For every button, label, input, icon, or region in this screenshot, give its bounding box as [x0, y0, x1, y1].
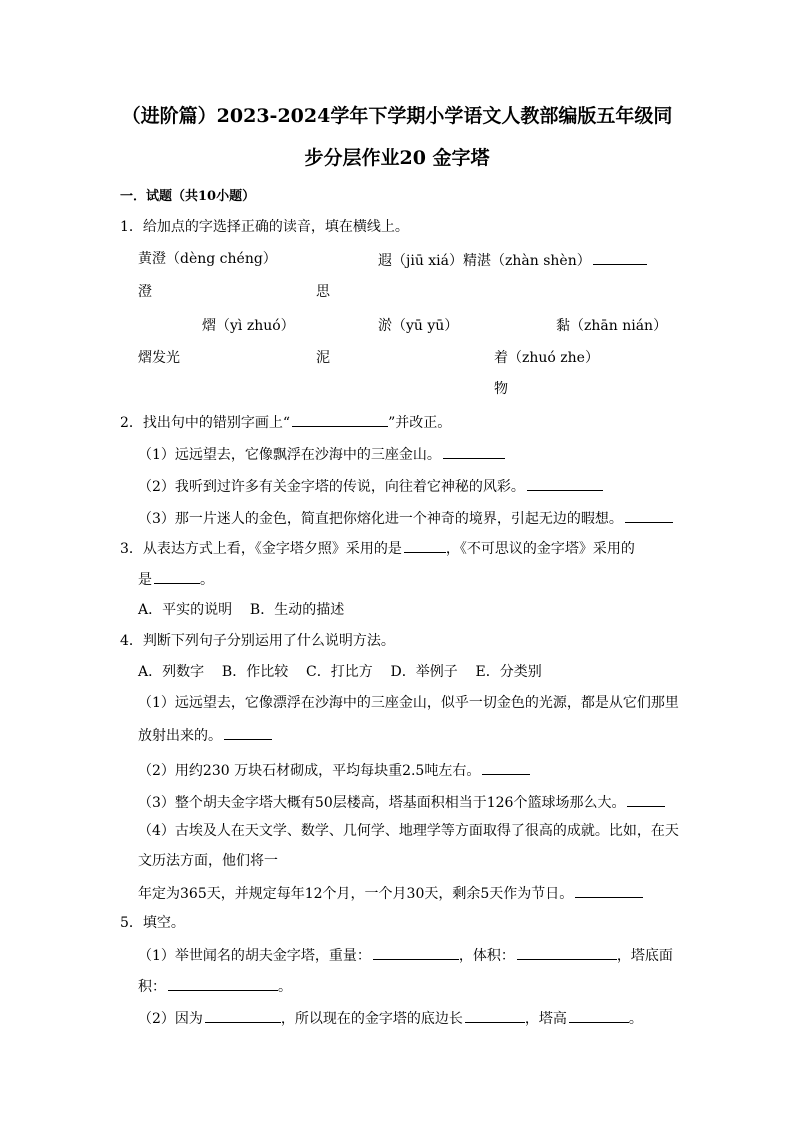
q1-item-3: 熠（yì zhuó）	[202, 318, 295, 334]
document-title-line-1: （进阶篇）2023-2024学年下学期小学语文人教部编版五年级同	[121, 105, 673, 127]
q5-blank-2: （2）因为 ，所以现在的金字塔的底边长 ，塔高 。	[138, 1008, 643, 1028]
q4-sentence-2: （2）用约230 万块石材砌成，平均每块重2.5吨左右。	[138, 760, 530, 780]
q4-sentence-1-line-2: 放射出来的。	[138, 725, 272, 745]
q1-item-3-word: 熠发光	[138, 350, 180, 366]
q4-sentence-3: （3）整个胡夫金字塔大概有50层楼高，塔基面积相当于126个篮球场那么大。	[138, 792, 665, 812]
q2-sentence-2: （2）我听到过许多有关金字塔的传说，向往着它神秘的风彩。	[138, 476, 603, 496]
q4-sentence-4-line-1: （4）古埃及人在天文学、数学、几何学、地理学等方面取得了很高的成就。比如，在天	[138, 823, 679, 839]
q5-blank-1-line-2: 积： 。	[138, 976, 292, 996]
document-title-line-2: 步分层作业20 金字塔	[304, 147, 490, 169]
q4-stem: 4．判断下列句子分别运用了什么说明方法。	[120, 633, 395, 649]
q1-item-4-word: 泥	[316, 350, 330, 366]
q5-blank-1-line-1: （1）举世闻名的胡夫金字塔，重量： ，体积： ，塔底面	[138, 945, 673, 965]
section-heading: 一．试题（共10小题）	[120, 189, 256, 204]
q4-sentence-4-line-2: 文历法方面，他们将一	[138, 853, 278, 869]
q2-sentence-1: （1）远远望去，它像飘浮在沙海中的三座金山。	[138, 444, 505, 464]
q1-item-6: 着（zhuó zhe）	[494, 350, 599, 366]
q2-stem: 2．找出句中的错别字画上“ ”并改正。	[120, 412, 451, 432]
q1-item-2: 遐（jiū xiá）精湛（zhàn shèn）	[378, 250, 647, 270]
q4-sentence-4-line-3: 年定为365天，并规定每年12个月，一个月30天，剩余5天作为节日。	[138, 883, 643, 903]
q1-item-2-word: 思	[316, 284, 330, 300]
q1-item-4: 淤（yū yū）	[378, 318, 459, 334]
q3-stem-line-2: 是 。	[138, 569, 214, 589]
q1-item-1-word: 澄	[138, 284, 152, 300]
q4-sentence-1-line-1: （1）远远望去，它像漂浮在沙海中的三座金山，似乎一切金色的光源，都是从它们那里	[138, 695, 679, 711]
q1-item-1: 黄澄（dèng chéng）	[138, 251, 277, 267]
q3-options: A．平实的说明 B．生动的描述	[138, 602, 345, 618]
q4-options: A．列数字 B．作比较 C．打比方 D．举例子 E．分类别	[138, 664, 542, 680]
q1-item-6-word: 物	[494, 381, 508, 397]
q2-sentence-3: （3）那一片迷人的金色，简直把你熔化进一个神奇的境界，引起无边的暇想。	[138, 508, 673, 528]
q1-item-5: 黏（zhān nián）	[556, 318, 668, 334]
q3-stem-line-1: 3．从表达方式上看，《金字塔夕照》采用的是 ，《不可思议的金字塔》采用的	[120, 538, 635, 558]
q1-stem: 1．给加点的字选择正确的读音，填在横线上。	[120, 219, 409, 235]
q5-stem: 5．填空。	[120, 915, 185, 931]
